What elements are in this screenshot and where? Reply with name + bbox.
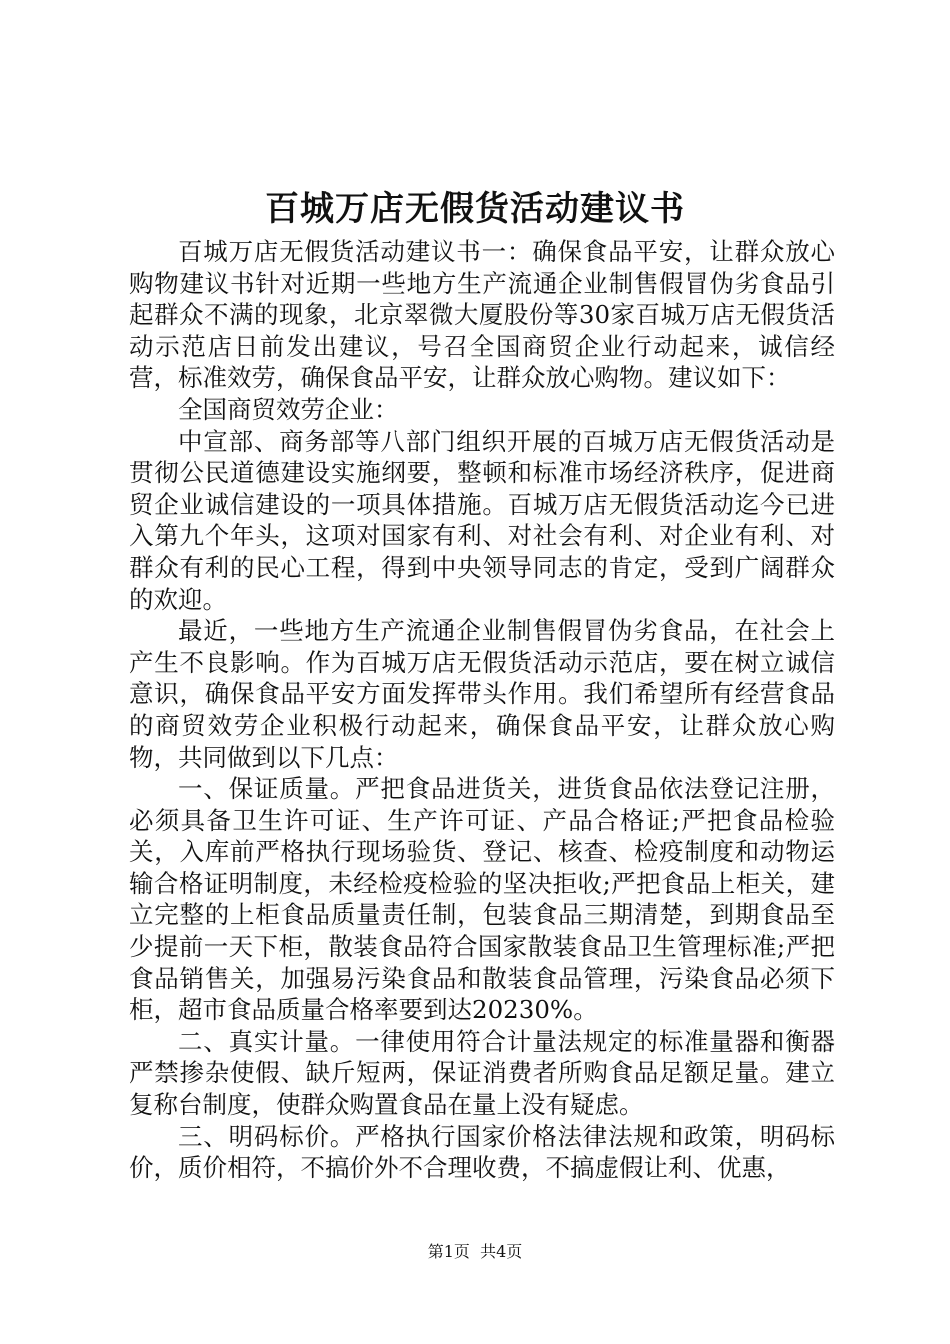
paragraph-point-quality: 一、保证质量。严把食品进货关，进货食品依法登记注册，必须具备卫生许可证、生产许可证、产品合格证;严把食品检验关，入库前严格执行现场验货、登记、核查、检疫制度和动物运输合格证明制度，未经检疫检验的坚决拒收;严把食品上柜关，建立完整的上柜食品质量责任制，包装食品三期清楚，到期食品至少提前一天下柜，散装食品符合国家散装食品卫生管理标准;严把食品销售关，加强易污染食品和散装食品管理，污染食品必须下柜，超市食品质量合格率要到达20230%。 [129,774,835,1025]
page-footer [0,1240,950,1264]
paragraph-recent-issues: 最近，一些地方生产流通企业制售假冒伪劣食品，在社会上产生不良影响。作为百城万店无假货活动示范店，要在树立诚信意识，确保食品平安方面发挥带头作用。我们希望所有经营食品的商贸效劳企业积极行动起来，确保食品平安，让群众放心购物，共同做到以下几点： [129,616,835,772]
paragraph-point-pricing: 三、明码标价。严格执行国家价格法律法规和政策，明码标价，质价相符，不搞价外不合理收费，不搞虚假让利、优惠， [129,1121,835,1183]
paragraph-salutation: 全国商贸效劳企业： [178,394,399,424]
document-body [129,236,835,1184]
document-title: 百城万店无假货活动建议书 [265,189,685,229]
page-total: 共4页 [480,1242,523,1261]
paragraph-intro: 百城万店无假货活动建议书一：确保食品平安，让群众放心购物建议书针对近期一些地方生产流通企业制售假冒伪劣食品引起群众不满的现象，北京翠微大厦股份等30家百城万店无假货活动示范店日前发出建议，号召全国商贸企业行动起来，诚信经营，标准效劳，确保食品平安，让群众放心购物。建议如下： [129,237,835,393]
paragraph-point-measurement: 二、真实计量。一律使用符合计量法规定的标准量器和衡器严禁掺杂使假、缺斤短两，保证消费者所购食品足额足量。建立复称台制度，使群众购置食品在量上没有疑虑。 [129,1026,835,1120]
paragraph-background: 中宣部、商务部等八部门组织开展的百城万店无假货活动是贯彻公民道德建设实施纲要，整顿和标准市场经济秩序，促进商贸企业诚信建设的一项具体措施。百城万店无假货活动迄今已进入第九个年头，这项对国家有利、对社会有利、对企业有利、对群众有利的民心工程，得到中央领导同志的肯定，受到广阔群众的欢迎。 [129,426,835,614]
page-number: 第1页 [427,1242,470,1261]
